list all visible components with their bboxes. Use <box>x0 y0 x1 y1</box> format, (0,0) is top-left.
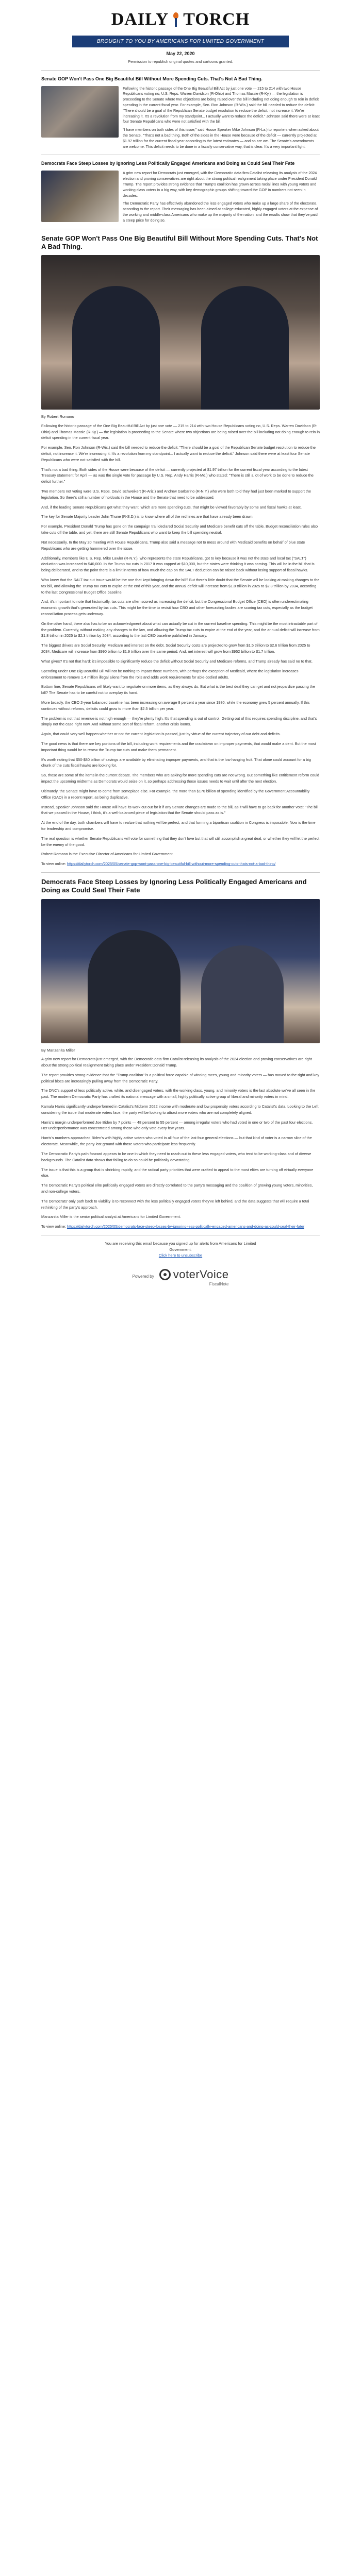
article-paragraph: What gives? It's not that hard: it's impossible to significantly reduce the deficit without Social Security and Medicare reforms, and Trump already has said no to that. <box>41 658 313 664</box>
vendor-sub: FiscalNote <box>209 1281 229 1286</box>
article-paragraph: The biggest drivers are Social Security, Medicare and interest on the debt. Social Security costs are projected to grow from $1.5 trillion to $2.6 trillion from 2025 to 2034. Medicare will increase from $990 billion to $1.9 trillion over the same period. And, net interest will grow from $952 billion to $1.7 trillion. <box>41 643 310 654</box>
view-online-label: To view online: <box>41 1224 66 1229</box>
view-online-link[interactable]: https://dailytorch.com/2025/05/senate-gop-wont-pass-one-big-beautiful-bill-without-more-spending-cuts-thats-not-a-bad-thing/ <box>67 861 276 867</box>
teaser-title[interactable]: Senate GOP Won't Pass One Big Beautiful Bill Without More Spending Cuts. That's Not A Bad Thing. <box>41 76 262 81</box>
article-paragraph: The Democrats' only path back to viability is to reconnect with the less politically engaged voters they've left behind, and the data suggests that will require a total rethinking of the party's approach. <box>41 1198 309 1210</box>
teaser-thumbnail-image[interactable] <box>41 171 119 222</box>
teaser-paragraph: A grim new report for Democrats just emerged, with the Democratic data firm Catalist releasing its analysis of the 2024 election and proving conservatives are right about the strong political realignment taking place under President Donald Trump. The report provides strong evidence that Trump's coalition has grown across racial lines with young voters and working class voters in a big way, with key demographic groups shifting toward the GOP in numbers not seen in decades. <box>123 171 317 198</box>
article-hero-image <box>41 899 320 1043</box>
powered-by <box>41 1266 320 1287</box>
unsubscribe-link[interactable]: Click here to unsubscribe <box>158 1253 203 1258</box>
article-paragraph: The Democratic Party's path forward appears to be one in which they need to reach out to these less engaged voters, who tend to be working-class and of diverse backgrounds. The Catalist data shows that failing to do so could be politically devastating. <box>41 1151 311 1162</box>
article-senate-gop <box>41 234 320 867</box>
tagline-banner: BROUGHT TO YOU BY AMERICANS FOR LIMITED GOVERNMENT <box>72 36 289 48</box>
article-paragraph: Harris's numbers approached Biden's with highly active voters who voted in all four of the last four general elections — but that kind of voter is a narrow slice of the electorate. Meanwhile, the party lost ground with those voters who participate less frequently. <box>41 1136 312 1147</box>
article-link-line <box>41 1224 320 1230</box>
article-paragraph: So, those are some of the items in the current debate. The members who are asking for more spending cuts are not wrong. But something like entitlement reform could impact the upcoming midterms as Democrats would seize on it, so perhaps addressing those issues needs to wait until after the next election. <box>41 773 319 784</box>
vendor-name: voterVoice <box>173 1267 229 1281</box>
article-paragraph: Again, that could very well happen whether or not the current legislation is passed, just by virtue of the current trajectory of our debt and deficits. <box>41 732 281 737</box>
article-body <box>41 1056 320 1220</box>
teaser-paragraph: Following the historic passage of the One Big Beautiful Bill Act by just one vote — 215 to 214 with two House Republicans voting no, U.S. Reps. Warren Davidson (R-Ohio) and Thomas Massie (R-Ky.) — the legislation is proceeding to the Senate where two objections are being raised over the bill including not doing enough to rein in deficit spending in the current fiscal year. For example, Sen. Ron Johnson (R-Wis.) said the bill needed to reduce the deficit: "There should be a goal of the Republican Senate budget resolution to reduce the deficit, not increase it. We're increasing it. It's a revolution from my standpoint... I actually want to reduce the deficit." Johnson said there were at least four Senate Republicans who were not satisfied with the bill. <box>123 86 320 124</box>
view-online-link[interactable]: https://dailytorch.com/2025/05/democrats-face-steep-losses-by-ignoring-less-politically-engaged-americans-and-doing-as-could-seal-their-fate/ <box>67 1224 304 1229</box>
article-paragraph: Robert Romano is the Executive Director of Americans for Limited Government. <box>41 852 174 857</box>
masthead <box>0 0 361 65</box>
article-paragraph: The good news is that there are key portions of the bill, including work requirements and the crackdown on improper payments, that would make a dent. But the most important thing would be to renew the Trump tax cuts and make them permanent. <box>41 741 316 752</box>
teaser-democrats <box>41 160 320 223</box>
article-democrats <box>41 878 320 1230</box>
article-paragraph: The key for Senate Majority Leader John Thune (R-S.D.) is to know where all of the red lines are that have already been drawn. <box>41 514 254 519</box>
article-paragraph: Not necessarily. In the May 20 meeting with House Republicans, Trump also said a message not to mess around with Medicaid benefits on behalf of blue state Republicans who are getting hammered over the issue. <box>41 539 305 551</box>
article-paragraph: For example, Sen. Ron Johnson (R-Wis.) said the bill needed to reduce the deficit: "There should be a goal of the Republican Senate budget resolution to reduce the deficit, not increase it. We're increasing it. It's a revolution from my standpoint... I actually want to reduce the deficit." Johnson said there were at least four Senate Republicans who were not satisfied with the bill. <box>41 445 316 462</box>
article-paragraph: That's not a bad thing. Both sides of the House were because of the deficit — currently projected at $1.97 trillion for the current fiscal year according to the latest Treasury statement for April — as was the single vote for passage by U.S. Rep. Andy Harris (R-Md.) who stated: "There is still a lot of work to be done to reduce the deficit further." <box>41 467 314 484</box>
teaser-paragraph: The Democratic Party has effectively abandoned the less engaged voters who make up a large share of the electorate, according to the report. Their messaging has been aimed at college-educated, highly engaged voters at the expense of the working and middle-class Americans who make up the majority of the nation, and the results show that they've paid a steep price for doing so. <box>123 201 318 223</box>
article-title: Democrats Face Steep Losses by Ignoring Less Politically Engaged Americans and Doing as Could Seal Their Fate <box>41 878 307 894</box>
article-paragraph: Ultimately, the Senate might have to come from someplace else. For example, the more than $170 billion of spending identified by the Government Accountability Office (GAO) in a recent report, as being duplicative. <box>41 788 310 800</box>
article-hero-image <box>41 255 320 410</box>
logo-word-torch: TORCH <box>183 10 250 29</box>
article-paragraph: Harris's margin underperformed Joe Biden by 7 points — 48 percent to 55 percent — among irregular voters who had voted in one or two of the past four elections. Her underperformance was concentrated among those who only vote every few years. <box>41 1120 313 1131</box>
teaser-thumbnail-image[interactable] <box>41 86 119 138</box>
article-byline: By Manzanita Miller <box>41 1047 75 1053</box>
article-paragraph: Instead, Speaker Johnson said the House will have its work cut out for it if any Senate changes are made to the bill, as it will have to go back for another vote: "The bill that we passed in the House, I think, it's a well-balanced piece of legislation that the Senate should pass as is." <box>41 804 319 816</box>
article-paragraph: The report provides strong evidence that the "Trump coalition" is a political force capable of winning races, young and minority voters — has moved to the right and key political blocs are increasingly pulling away from the Democratic Party. <box>41 1072 320 1083</box>
votervoice-mark-icon <box>159 1269 171 1280</box>
teaser-paragraph: "I have members on both sides of this issue," said House Speaker Mike Johnson (R-La.) to reporters when asked about the Senate. "That's not a bad thing. Both of the sides in the House were because of the deficit — currently projected at $1.97 trillion for the current fiscal year according to the latest estimates — and so are we. The Senate's amendments are welcome. This deficit needs to be done in a fiscally conservative way, that is clear. It's a very important fight. <box>123 127 319 149</box>
teaser-senate-gop <box>41 76 320 150</box>
logo-word-daily: DAILY <box>111 10 169 29</box>
votervoice-wordmark <box>159 1266 229 1283</box>
article-paragraph: Bottom line, Senate Republicans will likely want to negotiate on more items, as they always do. But what is the best deal they can get and not jeopardize passing the bill? The Senate has to be careful not to overplay its hand. <box>41 684 315 696</box>
article-paragraph: The Democratic Party's political elite politically engaged voters are directly correlated to the party's messaging and the coalition of growing young voters, minorities, and non-college voters. <box>41 1183 313 1194</box>
view-online-label: To view online: <box>41 861 66 867</box>
article-paragraph: Manzanita Miller is the senior political analyst at Americans for Limited Government. <box>41 1214 181 1219</box>
article-byline: By Robert Romano <box>41 414 74 419</box>
issue-date: May 22, 2020 <box>166 51 195 57</box>
article-paragraph: Two members not voting were U.S. Reps. David Schweikert (R-Ariz.) and Andrew Garbarino (R-N.Y.) who were both told they had just been marked to support the legislation. So there's still a number of holdouts in the House and the Senate that need to be addressed. <box>41 489 311 500</box>
subscription-note <box>41 1241 320 1259</box>
article-paragraph: The issue is that this is a group that is shrinking rapidly, and the radical party priorities that were crafted to appeal to the most elites are turning off virtually everyone else. <box>41 1167 314 1178</box>
article-paragraph: It's worth noting that $50-$80 billion of savings are available by eliminating improper payments, and that is the low hanging fruit. That alone could account for a big chunk of the cuts fiscal hawks are looking for. <box>41 757 311 768</box>
article-link-line <box>41 861 320 867</box>
article-paragraph: For example, President Donald Trump has gone on the campaign trail declared Social Security and Medicare benefit cuts off the table. Budget reconciliation rules also take cuts off the table, and yet, there are still Senate Republicans who want to keep the bill spending neutral. <box>41 524 318 535</box>
teaser-body <box>41 86 320 150</box>
article-paragraph: A grim new report for Democrats just emerged, with the Democratic data firm Catalist releasing its analysis of the 2024 election and proving conservatives are right about the strong political realignment taking place under President Donald Trump. <box>41 1057 312 1067</box>
article-paragraph: Who knew that the SALT tax cut issue would be the one that kept bringing down the bill? But there's little doubt that the Senate will be looking at making changes to the tax bill, and allowing the Trump tax cuts to expire at the end of this year, and the annual deficit will increase from $1.8 trillion in 2025 to $2.3 trillion by 2034, according to the last Congressional Budget Office baseline. <box>41 577 320 595</box>
email-footer <box>41 1241 320 1287</box>
subscription-line: Government. <box>169 1247 192 1252</box>
article-paragraph: Spending under One Big Beautiful Bill will not be nothing to impact those numbers, with perhaps the exception of Medicaid, where the legislation increases enforcement to remove 1.4 million illegal aliens from the rolls and adds work requirements for able-bodied adults. <box>41 668 299 680</box>
article-paragraph: Additionally, members like U.S. Rep. Mike Lawler (R-N.Y.), who represents the state Republicans, got to key because it was not the state and local tax ("SALT") deduction was increased to $40,000. In the Trump tax cuts in 2017 it was capped at $10,000, but the states were thinking it was coming. This will be in the bill that is being deliberated, and to the point there is a limit in terms of how much the cap on the SALT deduction can be raised back without losing support of fiscal hawks. <box>41 555 315 573</box>
article-paragraph: Following the historic passage of the One Big Beautiful Bill Act by just one vote — 215 to 214 with two House Republicans voting no, U.S. Reps. Warren Davidson (R-Ohio) and Thomas Massie (R-Ky.) — the legislation is proceeding to the Senate where two objections are being raised over the bill including not doing enough to rein in deficit spending in the current fiscal year. <box>41 423 320 440</box>
daily-torch-logo[interactable] <box>111 6 250 33</box>
article-paragraph: More broadly, the CBO 2-year balanced baseline has been increasing on average 8 percent a year since 1980, while the economy grew 5 percent annually. If this continues without reforms, deficits could grow to more than $2.5 trillion per year. <box>41 700 310 711</box>
article-paragraph: At the end of the day, both chambers will have to realize that nothing will be perfect, and that forming a bipartisan coalition in Congress is impossible. Now is the time for leadership and compromise. <box>41 820 316 831</box>
article-paragraph: The problem is not that revenue is not high enough — they're plenty high. It's that spending is out of control. Getting out of this requires spending discipline, and that's simply not the case right now. And without some sort of fiscal reform, another crisis looms. <box>41 716 317 727</box>
votervoice-logo[interactable] <box>159 1266 229 1287</box>
divider <box>41 872 320 873</box>
torch-icon <box>172 12 180 27</box>
powered-by-label: Powered by <box>132 1274 154 1279</box>
teaser-text <box>123 86 320 150</box>
article-paragraph: The real question is whether Senate Republicans will vote for something that they don't love but that will still accomplish a great deal, or whether they will let the perfect be the enemy of the good. <box>41 836 320 847</box>
article-paragraph: On the other hand, there also has to be an acknowledgment about what can actually be cut in the current baseline spending. This might be the most intractable part of the problem. Currently, without making any changes to the law, and allowing the Trump tax cuts to expire at the end of the year, and the annual deficit will increase from $1.8 trillion in 2025 to $2.3 trillion by 2034, according to the last CBO baseline published in January. <box>41 621 320 638</box>
subscription-line: You are receiving this email because you signed up for alerts from Americans for Limited <box>105 1241 256 1246</box>
article-title: Senate GOP Won't Pass One Big Beautiful Bill Without More Spending Cuts. That's Not A Bad Thing. <box>41 234 318 250</box>
teaser-title[interactable]: Democrats Face Steep Losses by Ignoring Less Politically Engaged Americans and Doing as Could Seal Their Fate <box>41 161 295 166</box>
article-paragraph: Kamala Harris significantly underperformed in Catalist's Midterm 2022 income with moderate and low propensity voters according to Catalist's data. Looking to the Left, considering the issue that moderate voters face, the party will be looking to attract more voters who are not completely aligned. <box>41 1104 320 1115</box>
content-column <box>41 70 320 1288</box>
teaser-body <box>41 171 320 223</box>
divider <box>41 70 320 71</box>
article-body <box>41 423 320 858</box>
article-paragraph: The DNC's support of less politically active, white, and disengaged voters, with the working class, young, and minority voters is the last absolute we've all seen in the past. The modern Democratic Party has crafted its national message with a small, highly politically active group of liberal and minority voters in mind. <box>41 1088 316 1099</box>
article-paragraph: And, if the leading Senate Republicans get what they want, which are more spending cuts, that might be viewed favorably by some and fiscal hawks at least. <box>41 504 302 510</box>
permission-note: Permission to republish original quotes and cartoons granted. <box>128 59 233 64</box>
article-paragraph: And, it's important to note that historically, tax cuts are often scored as increasing the deficit, but the Congressional Budget Office (CBO) is often underestimating economic growth that's generated by tax cuts. This might be the time to revisit how CBO and other forecasting bodies are scoring tax cuts, especially as the budget reconciliation process gets underway. <box>41 599 313 616</box>
teaser-text <box>123 171 320 223</box>
